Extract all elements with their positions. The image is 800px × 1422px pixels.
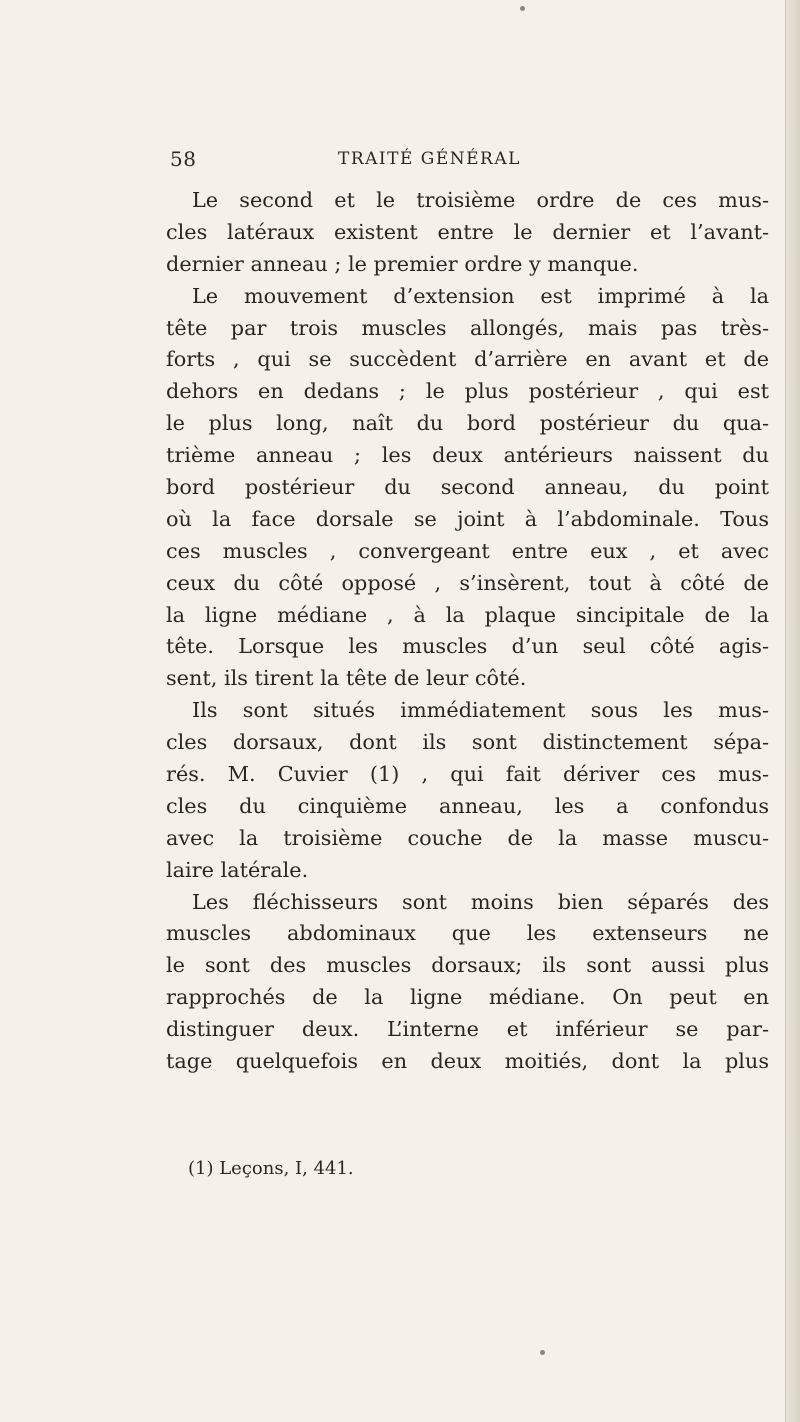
text-line: forts , qui se succèdent d’arrière en avant et de — [166, 347, 769, 372]
text-line: la ligne médiane , à la plaque sincipitale de la — [166, 602, 769, 627]
text-line: Ils sont situés immédiatement sous les mus- — [192, 698, 769, 723]
text-line: tage quelquefois en deux moitiés, dont la plus — [166, 1049, 769, 1074]
text-line: tête par trois muscles allongés, mais pas très- — [166, 315, 769, 340]
text-line: trième anneau ; les deux antérieurs naissent du — [166, 443, 769, 468]
text-line: Le second et le troisième ordre de ces mus- — [192, 188, 769, 212]
body-text — [166, 185, 769, 1078]
text-line: Les fléchisseurs sont moins bien séparés des — [192, 889, 769, 914]
text-line: le plus long, naît du bord postérieur du qua- — [166, 411, 769, 436]
text-line: rapprochés de la ligne médiane. On peut en — [166, 985, 769, 1010]
text-line: ces muscles , convergeant entre eux , et avec — [166, 538, 769, 563]
text-line: cles du cinquième anneau, les a confondus — [166, 793, 769, 818]
text-line: tête. Lorsque les muscles d’un seul côté agis- — [166, 634, 769, 659]
text-line: rés. M. Cuvier (1) , qui fait dériver ces mus- — [166, 762, 769, 787]
page-number: 58 — [170, 147, 197, 171]
text-line: muscles abdominaux que les extenseurs ne — [166, 921, 769, 946]
text-line: bord postérieur du second anneau, du point — [166, 475, 769, 500]
page-edge — [785, 0, 800, 1422]
text-line: Le mouvement d’extension est imprimé à la — [192, 283, 769, 308]
text-line: laire latérale. — [166, 857, 309, 882]
running-title: TRAITÉ GÉNÉRAL — [338, 149, 521, 169]
text-line: dehors en dedans ; le plus postérieur , qui est — [166, 379, 769, 404]
text-line: distinguer deux. L’interne et inférieur se par- — [166, 1017, 769, 1042]
text-line: avec la troisième couche de la masse muscu- — [166, 825, 769, 850]
paper-speck — [540, 1350, 545, 1355]
paper-speck — [520, 6, 525, 11]
text-line: ceux du côté opposé , s’insèrent, tout à côté de — [166, 570, 769, 595]
text-line: cles latéraux existent entre le dernier et l’avant- — [166, 219, 769, 244]
text-line: dernier anneau ; le premier ordre y manque. — [166, 251, 639, 276]
text-line: sent, ils tirent la tête de leur côté. — [166, 666, 527, 691]
text-line: le sont des muscles dorsaux; ils sont aussi plus — [166, 953, 769, 978]
text-line: où la face dorsale se joint à l’abdominale. Tous — [166, 506, 769, 531]
text-line: cles dorsaux, dont ils sont distinctement sépa- — [166, 730, 769, 755]
footnote: (1) Leçons, I, 441. — [188, 1158, 354, 1179]
page-header — [170, 147, 730, 177]
